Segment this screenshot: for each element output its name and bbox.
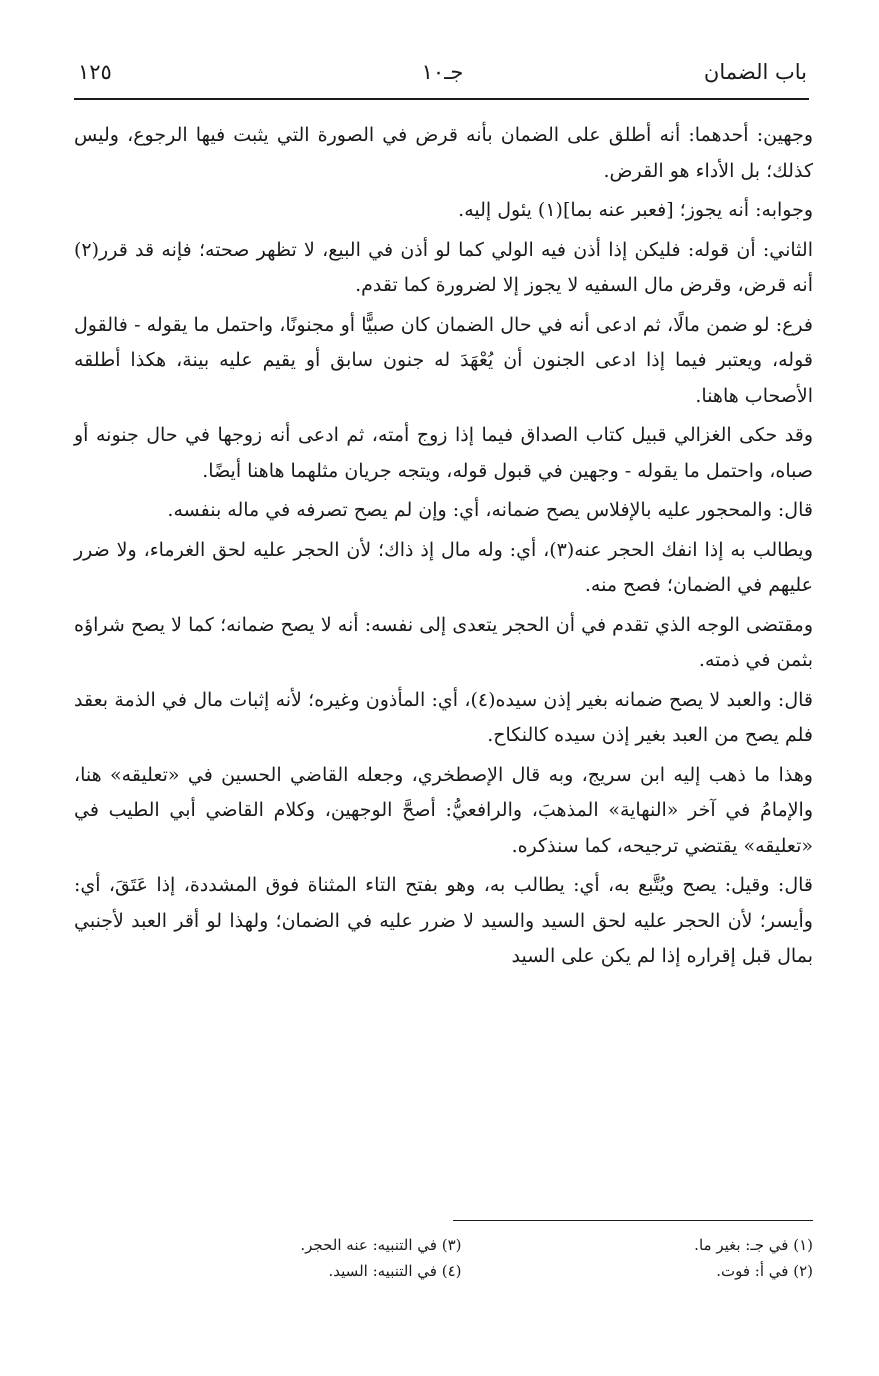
page-header xyxy=(78,56,807,96)
paragraph: ويطالب به إذا انفك الحجر عنه(٣)، أي: وله مال إذ ذاك؛ لأن الحجر عليه لحق الغرماء، ولا ضرر عليهم في الضمان؛ فصح منه. xyxy=(74,538,814,596)
paragraph: قال: والعبد لا يصح ضمانه بغير إذن سيده(٤)، أي: المأذون وغيره؛ لأنه إثبات مال في الذمة بعقد فلم يصح من العبد بغير إذن سيده كالنكاح. xyxy=(74,688,813,746)
paragraph: قال: وقيل: يصح ويُتَّبع به، أي: يطالب به، وهو بفتح التاء المثناة فوق المشددة، إذا عَتَقَ، أي: وأيسر؛ لأن الحجر عليه لحق السيد والسيد لا ضرر عليه في الضمان؛ ولهذا لو أقر العبد لأجنبي بمال قبل إقراره إذا لم يكن على السيد xyxy=(74,874,813,967)
paragraph: قال: والمحجور عليه بالإفلاس يصح ضمانه، أي: وإن لم يصح تصرفه في ماله بنفسه. xyxy=(167,499,813,521)
paragraph: وقد حكى الغزالي قبيل كتاب الصداق فيما إذا زوج أمته، ثم ادعى أنه زوجها في حال جنونه أو صباه، واحتمل ما يقوله - وجهين في قبول قوله، ويتجه جريان مثلهما هاهنا أيضًا. xyxy=(74,424,813,482)
header-divider xyxy=(74,98,809,100)
paragraph: ومقتضى الوجه الذي تقدم في أن الحجر يتعدى إلى نفسه: أنه لا يصح ضمانه؛ كما لا يصح شراؤه بثمن في ذمته. xyxy=(74,613,813,671)
paragraph: فرع: لو ضمن مالًا، ثم ادعى أنه في حال الضمان كان صبيًّا أو مجنونًا، واحتمل ما يقوله - فالقول قوله، ويعتبر فيما إذا ادعى الجنون أن يُعْهَدَ له جنون سابق أو يقيم عليه بينة، هكذا أطلقه الأصحاب هاهنا. xyxy=(74,313,813,407)
footnote-2: (٢) في أ: فوت. xyxy=(716,1262,813,1280)
paragraph: وجوابه: أنه يجوز؛ [فعبر عنه بما](١) يئول إليه. xyxy=(458,199,813,221)
footnote-divider xyxy=(453,1220,813,1221)
paragraph: وجهين: أحدهما: أنه أطلق على الضمان بأنه قرض في الصورة التي يثبت فيها الرجوع، وليس كذلك؛ بل الأداء هو القرض. xyxy=(74,124,813,182)
footnote-1: (١) في جـ: بغير ما. xyxy=(694,1236,813,1254)
paragraph: الثاني: أن قوله: فليكن إذا أذن فيه الولي كما لو أذن في البيع، لا تظهر صحته؛ فإنه قد قرر(٢) أنه قرض، وقرض مال السفيه لا يجوز إلا لضرورة كما تقدم. xyxy=(74,238,813,296)
footnote-3: (٣) في التنبيه: عنه الحجر. xyxy=(300,1236,462,1254)
footnotes xyxy=(150,1232,813,1284)
footnote-4: (٤) في التنبيه: السيد. xyxy=(328,1262,462,1280)
paragraph: وهذا ما ذهب إليه ابن سريج، وبه قال الإصطخري، وجعله القاضي الحسين في «تعليقه» هنا، والإمامُ في آخر «النهاية» المذهبَ، والرافعيُّ: أصحَّ الوجهين، وكلام القاضي أبي الطيب في «تعليقه» يقتضي ترجيحه، كما سنذكره. xyxy=(74,763,813,857)
main-text xyxy=(74,118,813,979)
chapter-title: باب الضمان xyxy=(703,60,807,84)
page-number: ١٢٥ xyxy=(78,60,112,84)
volume-number: جـ١٠ xyxy=(421,60,464,84)
